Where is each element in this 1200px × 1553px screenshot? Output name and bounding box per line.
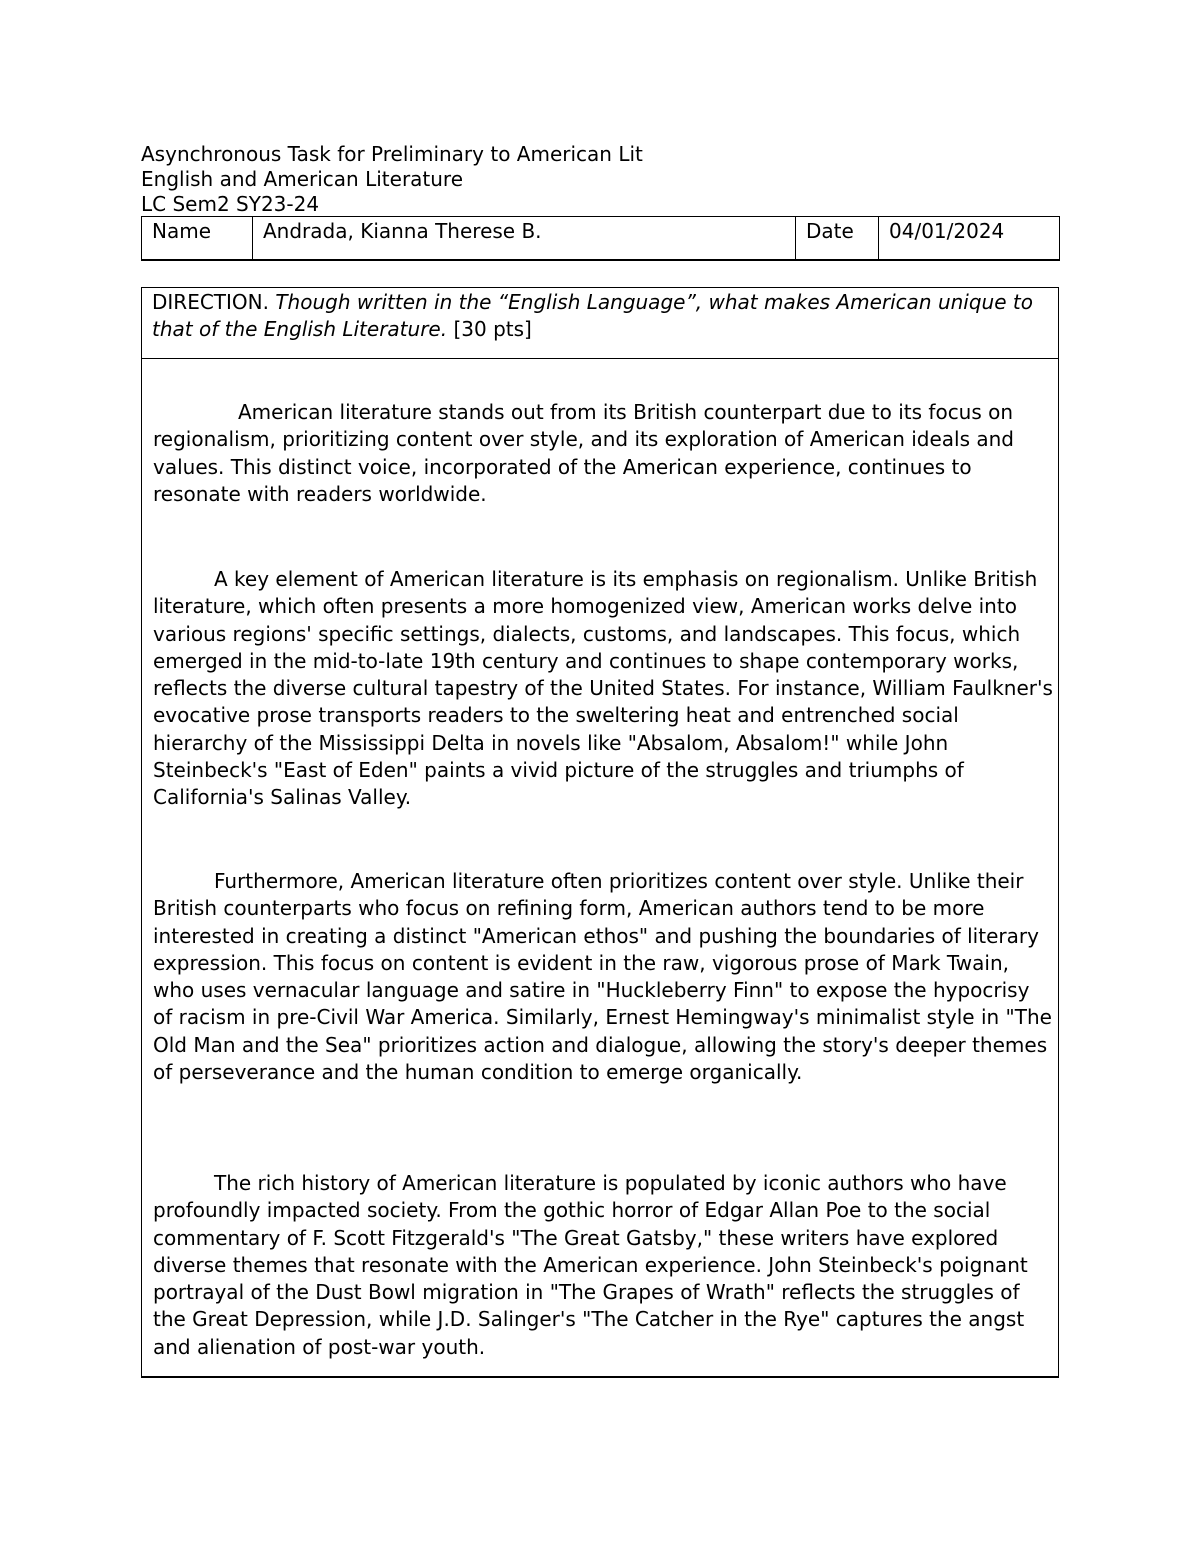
direction-points: [30 pts] [453,317,532,341]
date-value: 04/01/2024 [879,217,1060,261]
direction-question: Though written in the “English Language”, what makes American unique to that of the English Literature. [152,290,1033,341]
answer-paragraph-3: Furthermore, American literature often prioritizes content over style. Unlike their British counterparts who focus on refining form, American authors tend to be more interested in creating a distinct "American ethos" and pushing the boundaries of literary expression. This focus on content is evident in the raw, vigorous prose of Mark Twain, who uses vernacular language and satire in "Huckleberry Finn" to expose the hypocrisy of racism in pre-Civil War America. Similarly, Ernest Hemingway's minimalist style in "The Old Man and the Sea" prioritizes action and dialogue, allowing the story's deeper themes of perseverance and the human condition to emerge organically. [153,869,1052,1085]
task-title: Asynchronous Task for Preliminary to American Lit [141,142,643,166]
direction-text [152,289,1048,343]
answer-paragraph-4: The rich history of American literature is populated by iconic authors who have profoundly impacted society. From the gothic horror of Edgar Allan Poe to the social commentary of F. Scott Fitzgerald's "The Great Gatsby," these writers have explored diverse themes that resonate with the American experience. John Steinbeck's poignant portrayal of the Dust Bowl migration in "The Grapes of Wrath" reflects the struggles of the Great Depression, while J.D. Salinger's "The Catcher in the Rye" captures the angst and alienation of post-war youth. [153,1171,1028,1359]
date-label: Date [796,217,879,261]
course-title: English and American Literature [141,167,464,191]
name-value: Andrada, Kianna Therese B. [253,217,796,261]
direction-label: DIRECTION. [152,290,269,314]
student-info-row [142,217,1060,261]
answer-paragraph-2: A key element of American literature is its emphasis on regionalism. Unlike British literature, which often presents a more homogenized view, American works delve into various regions' specific settings, dialects, customs, and landscapes. This focus, which emerged in the mid-to-late 19th century and continues to shape contemporary works, reflects the diverse cultural tapestry of the United States. For instance, William Faulkner's evocative prose transports readers to the sweltering heat and entrenched social hierarchy of the Mississippi Delta in novels like "Absalom, Absalom!" while John Steinbeck's "East of Eden" paints a vivid picture of the struggles and triumphs of California's Salinas Valley. [153,567,1053,810]
name-label: Name [142,217,253,261]
semester-label: LC Sem2 SY23-24 [141,192,320,216]
answer-box [141,358,1059,1378]
student-info-table [141,216,1060,261]
direction-box [141,287,1059,359]
answer-paragraph-1: American literature stands out from its British counterpart due to its focus on regionalism, prioritizing content over style, and its exploration of American ideals and values. This distinct voice, incorporated of the American experience, continues to resonate with readers worldwide. [153,400,1014,506]
